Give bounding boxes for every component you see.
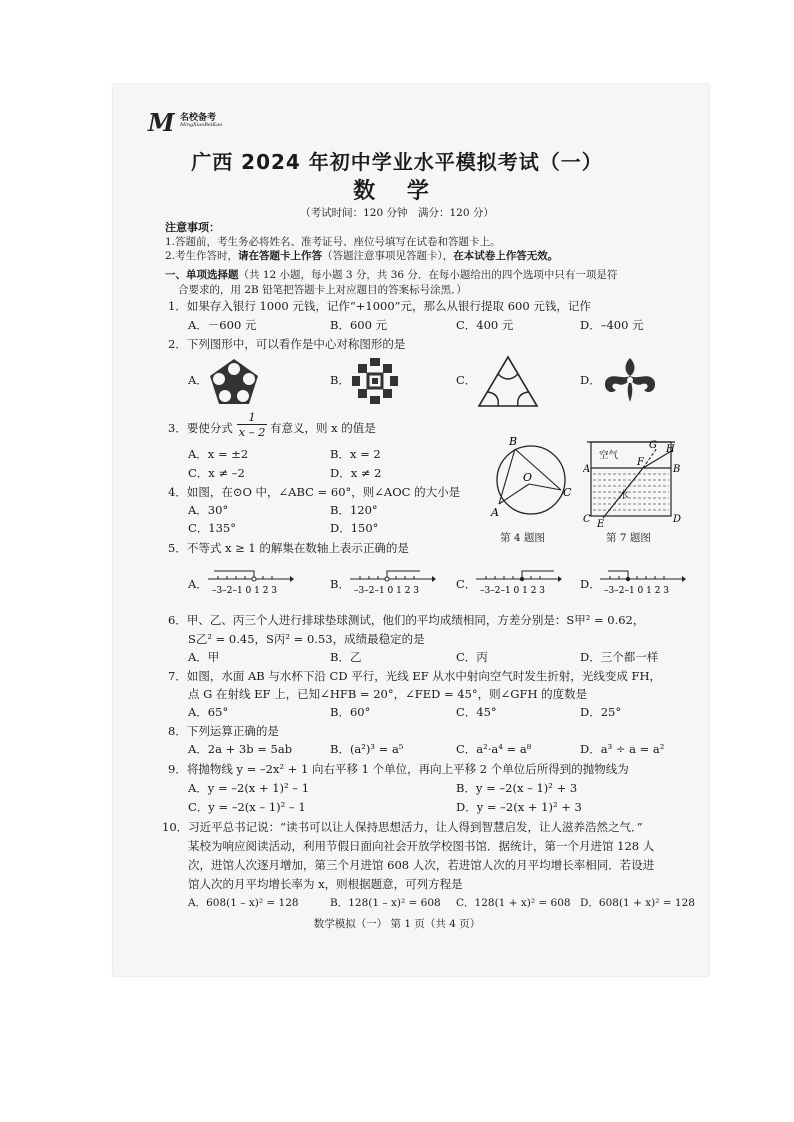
q3-stem: [168, 421, 233, 435]
q5-number-line-c: [474, 563, 562, 597]
figure-7-caption: 第 7 题图: [606, 532, 651, 544]
q6-option-d: D．三个都一样: [580, 650, 659, 664]
section-1-heading: [165, 268, 617, 282]
note-2-part-b: 请在答题卡上作答: [238, 250, 323, 262]
fig7-label-g: G: [649, 440, 657, 451]
q8-option-a: A．2a + 3b = 5ab: [188, 742, 293, 756]
q7-option-c: C．45°: [456, 705, 497, 719]
pentagon-flower-figure: [206, 356, 262, 408]
note-2-part-c: （答题注意事项见答题卡），: [322, 250, 454, 262]
q4-stem: 4．如图，在⊙O 中，∠ABC = 60°，则∠AOC 的大小是: [168, 485, 461, 499]
q9-option-a: A．y = –2(x + 1)² – 1: [188, 781, 310, 795]
fig7-label-e: E: [597, 519, 605, 528]
fig4-label-b: B: [509, 435, 518, 448]
q5-stem: 5．不等式 x ≥ 1 的解集在数轴上表示正确的是: [168, 541, 409, 555]
q3-stem-post: 有意义，则 x 的值是: [270, 421, 376, 435]
notes-heading: 注意事项：: [165, 221, 220, 234]
q3-fraction: [237, 410, 267, 439]
note-1: 1.答题前，考生务必将姓名、准考证号、座位号填写在试卷和答题卡上。: [165, 236, 501, 248]
q5-option-b: B．: [330, 577, 350, 591]
q2-option-d: D．: [580, 373, 601, 387]
q3-fraction-denominator: x – 2: [238, 425, 266, 439]
fig7-label-d: D: [673, 514, 682, 525]
q8-option-c: C．a²·a⁴ = a⁸: [456, 742, 532, 756]
q10-option-a: A．608(1 – x)² = 128: [188, 897, 299, 909]
q10-option-b: B．128(1 – x)² = 608: [330, 897, 441, 909]
q1-option-c: C．400 元: [456, 318, 514, 332]
q6-option-b: B．乙: [330, 650, 362, 664]
q2-option-c: C．: [456, 373, 477, 387]
logo-chinese-text: 名校备考: [180, 113, 217, 123]
q5-ticks-b: –3–2–1 0 1 2 3: [354, 586, 420, 596]
fig7-label-c: C: [583, 514, 591, 525]
page-footer: 数学模拟（一） 第 1 页（共 4 页）: [313, 918, 481, 930]
q1-stem: 1．如果存入银行 1000 元钱，记作“+1000”元，那么从银行提取 600 元钱，记作: [168, 299, 591, 313]
figure-7-water-cup-diagram: [583, 436, 683, 528]
q8-stem: 8．下列运算正确的是: [168, 724, 279, 738]
q5-option-c: C．: [456, 577, 477, 591]
subject-title: 数 学: [353, 179, 441, 204]
q7-line-2: 点 G 在射线 EF 上，已知∠HFB = 20°，∠FED = 45°，则∠GFH 的度数是: [188, 687, 588, 701]
q5-number-line-d: [598, 563, 686, 597]
q5-ticks-a: –3–2–1 0 1 2 3: [212, 586, 278, 596]
q4-option-a: A．30°: [188, 503, 229, 517]
q5-ticks-d: –3–2–1 0 1 2 3: [604, 586, 670, 596]
q2-option-a: A．: [188, 373, 208, 387]
q10-line-2: 某校为响应阅读活动，利用节假日面向社会开放学校图书馆．据统计，第一个月进馆 128 人: [188, 839, 655, 853]
q3-fraction-numerator: 1: [248, 410, 256, 424]
q6-option-c: C．丙: [456, 650, 488, 664]
q2-stem: 2．下列图形中，可以看作是中心对称图形的是: [168, 337, 406, 351]
section-1-desc-2: 合要求的，用 2B 铅笔把答题卡上对应题目的答案标号涂黑．）: [178, 284, 467, 296]
q1-option-d: D．–400 元: [580, 318, 644, 332]
exam-info: （考试时间：120 分钟 满分：120 分）: [300, 207, 494, 219]
publisher-logo: [148, 106, 258, 137]
q7-option-b: B．60°: [330, 705, 371, 719]
q10-line-4: 馆人次的月平均增长率为 x，则根据题意，可列方程是: [188, 877, 463, 891]
q6-line-1: 6．甲、乙、丙三个人进行排球垫球测试，他们的平均成绩相同，方差分别是：S甲² = 0.62，: [168, 613, 645, 627]
q7-line-1: 7．如图，水面 AB 与水杯下沿 CD 平行，光线 EF 从水中射向空气时发生折射，光线变成 FH，: [168, 669, 662, 683]
q3-stem-pre: 3．要使分式: [168, 421, 233, 435]
fig4-label-o: O: [523, 471, 533, 484]
q8-option-b: B．(a²)³ = a⁵: [330, 742, 404, 756]
logo-mark: M: [148, 108, 172, 137]
q5-number-line-a: [206, 563, 294, 597]
fig4-label-c: C: [563, 486, 572, 499]
fig7-label-b: B: [673, 464, 681, 475]
q5-option-d: D．: [580, 577, 601, 591]
q7-option-d: D．25°: [580, 705, 622, 719]
q5-number-line-b: [348, 563, 436, 597]
q9-option-c: C．y = –2(x – 1)² – 1: [188, 800, 306, 814]
fig7-label-a: A: [583, 464, 591, 475]
q7-option-a: A．65°: [188, 705, 229, 719]
q4-option-d: D．150°: [330, 521, 379, 535]
q10-option-d: D．608(1 + x)² = 128: [580, 897, 695, 909]
fig4-label-a: A: [491, 506, 499, 519]
triangle-arcs-figure: [476, 354, 540, 410]
q3-option-c: C．x ≠ –2: [188, 466, 245, 480]
q6-option-a: A．甲: [188, 650, 220, 664]
q3-option-a: A．x = ±2: [188, 447, 249, 461]
q8-option-d: D．a³ ÷ a = a²: [580, 742, 665, 756]
square-pattern-figure: [350, 356, 400, 406]
q10-line-3: 次，进馆人次逐月增加，第三个月进馆 608 人次，若进馆人次的月平均增长率相同．若设进: [188, 858, 655, 872]
section-1-title: 一、单项选择题: [165, 269, 239, 281]
note-2-part-a: 2.考生作答时，: [165, 250, 239, 262]
q6-line-2: S乙² = 0.45，S丙² = 0.53，成绩最稳定的是: [188, 632, 425, 646]
q9-stem: 9．将抛物线 y = –2x² + 1 向右平移 1 个单位，再向上平移 2 个单位后所得到的抛物线为: [168, 762, 629, 776]
q4-option-b: B．120°: [330, 503, 378, 517]
q10-line-1: 10．习近平总书记说：“读书可以让人保持思想活力，让人得到智慧启发，让人滋养浩然之气．”: [162, 820, 643, 834]
fig7-label-air: 空气: [599, 450, 619, 461]
figure-4-circle-diagram: [485, 432, 575, 530]
exam-title: 广西 2024 年初中学业水平模拟考试（一）: [191, 150, 603, 174]
q5-option-a: A．: [188, 577, 208, 591]
q4-option-c: C．135°: [188, 521, 236, 535]
q9-option-b: B．y = –2(x – 1)² + 3: [456, 781, 578, 795]
note-2: [165, 249, 558, 263]
note-2-part-d: 在本试卷上作答无效。: [453, 250, 559, 262]
q5-ticks-c: –3–2–1 0 1 2 3: [480, 586, 546, 596]
figure-4-caption: 第 4 题图: [500, 532, 545, 544]
fig7-label-f: F: [637, 457, 644, 468]
fig7-label-water: 水: [619, 490, 629, 501]
q10-option-c: C．128(1 + x)² = 608: [456, 897, 571, 909]
q2-option-b: B．: [330, 373, 350, 387]
logo-english-text: MingXiaoBeiKao: [180, 122, 223, 128]
q3-option-d: D．x ≠ 2: [330, 466, 382, 480]
q1-option-a: A．－600 元: [188, 318, 257, 332]
section-1-desc-1: （共 12 小题，每小题 3 分，共 36 分．在每小题给出的四个选项中只有一项是符: [238, 269, 618, 281]
q1-option-b: B．600 元: [330, 318, 388, 332]
q9-option-d: D．y = –2(x + 1)² + 3: [456, 800, 582, 814]
q3-option-b: B．x = 2: [330, 447, 381, 461]
fig7-label-h: H: [666, 444, 675, 455]
ornament-figure: [600, 354, 660, 406]
